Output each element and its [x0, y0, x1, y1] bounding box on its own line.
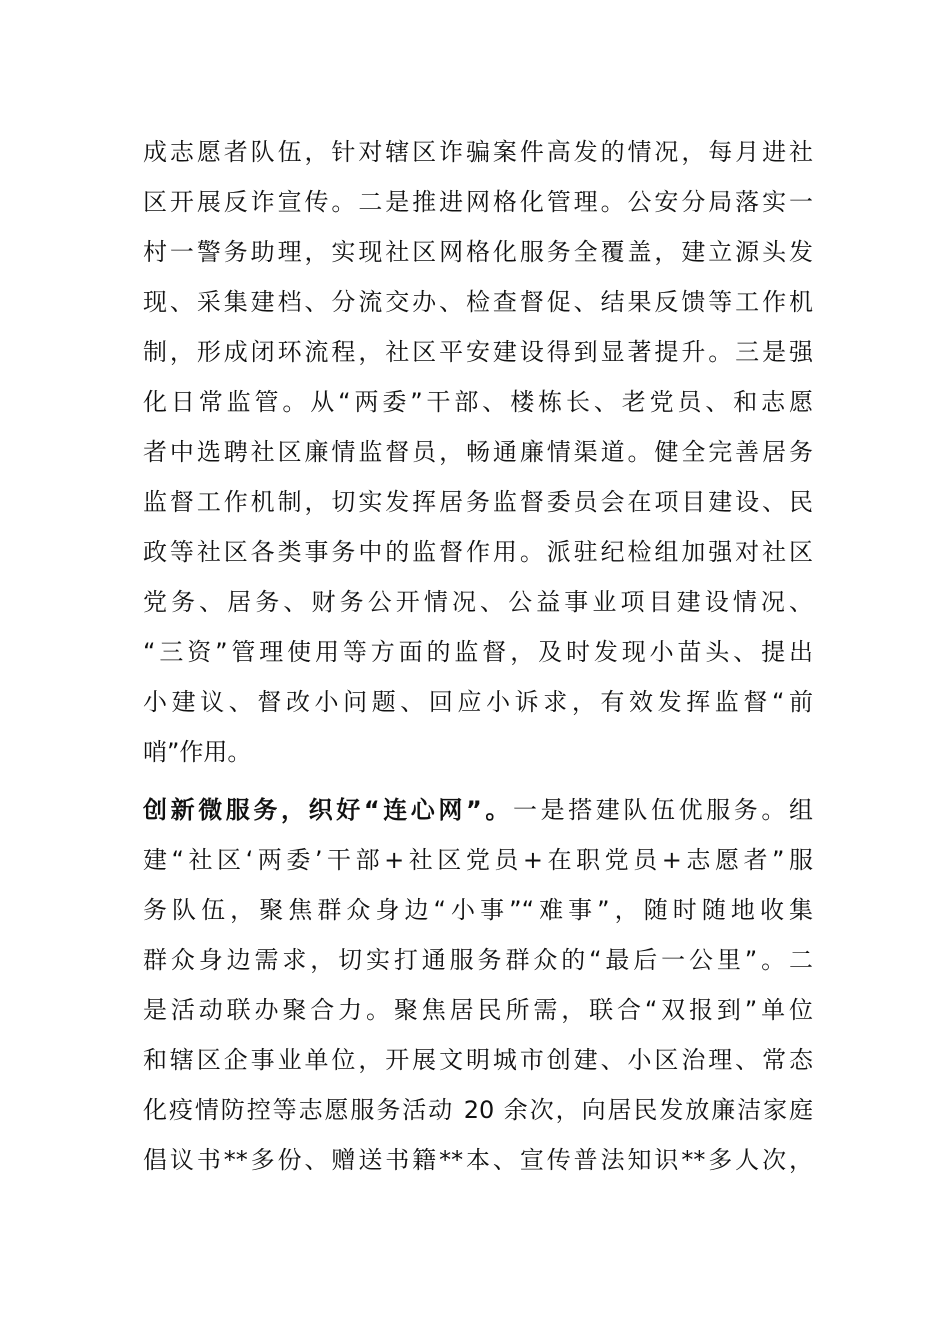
- paragraph-1-line: “三资”管理使用等方面的监督，及时发现小苗头、提出: [143, 638, 813, 666]
- paragraph-2-line: 群众身边需求，切实打通服务群众的“最后一公里”。二: [143, 946, 813, 974]
- paragraph-1: [143, 127, 813, 777]
- paragraph-1-line: 成志愿者队伍，针对辖区诈骗案件高发的情况，每月进社: [143, 138, 813, 166]
- paragraph-1-line: 党务、居务、财务公开情况、公益事业项目建设情况、: [143, 588, 813, 616]
- paragraph-1-line: 制，形成闭环流程，社区平安建设得到显著提升。三是强: [143, 338, 813, 366]
- paragraph-2-line: 化疫情防控等志愿服务活动 20 余次，向居民发放廉洁家庭: [143, 1096, 813, 1124]
- paragraph-1-line: 政等社区各类事务中的监督作用。派驻纪检组加强对社区: [143, 538, 813, 566]
- paragraph-1-line: 村一警务助理，实现社区网格化服务全覆盖，建立源头发: [143, 238, 813, 266]
- paragraph-2-line: 建“社区‘两委’干部+社区党员+在职党员+志愿者”服: [143, 846, 813, 874]
- paragraph-2-first-line: [143, 785, 813, 835]
- paragraph-1-line: 哨”作用。: [143, 738, 252, 766]
- paragraph-1-line: 化日常监管。从“两委”干部、楼栋长、老党员、和志愿: [143, 388, 813, 416]
- paragraph-1-line: 者中选聘社区廉情监督员，畅通廉情渠道。健全完善居务: [143, 438, 813, 466]
- paragraph-1-line: 区开展反诈宣传。二是推进网格化管理。公安分局落实一: [143, 188, 813, 216]
- section-heading: 创新微服务，织好“连心网”。: [143, 796, 513, 824]
- paragraph-2-line: 务队伍，聚焦群众身边“小事”“难事”，随时随地收集: [143, 896, 813, 924]
- paragraph-2: [143, 785, 813, 1185]
- paragraph-1-line: 现、采集建档、分流交办、检查督促、结果反馈等工作机: [143, 288, 813, 316]
- paragraph-1-line: 小建议、督改小问题、回应小诉求，有效发挥监督“前: [143, 688, 813, 716]
- paragraph-1-line: 监督工作机制，切实发挥居务监督委员会在项目建设、民: [143, 488, 813, 516]
- paragraph-2-line: 和辖区企事业单位，开展文明城市创建、小区治理、常态: [143, 1046, 813, 1074]
- paragraph-2-line: 是活动联办聚合力。聚焦居民所需，联合“双报到”单位: [143, 996, 813, 1024]
- paragraph-2-line: 倡议书**多份、赠送书籍**本、宣传普法知识**多人次，: [143, 1146, 813, 1174]
- paragraph-2-first-line-text: 一是搭建队伍优服务。组: [512, 796, 814, 824]
